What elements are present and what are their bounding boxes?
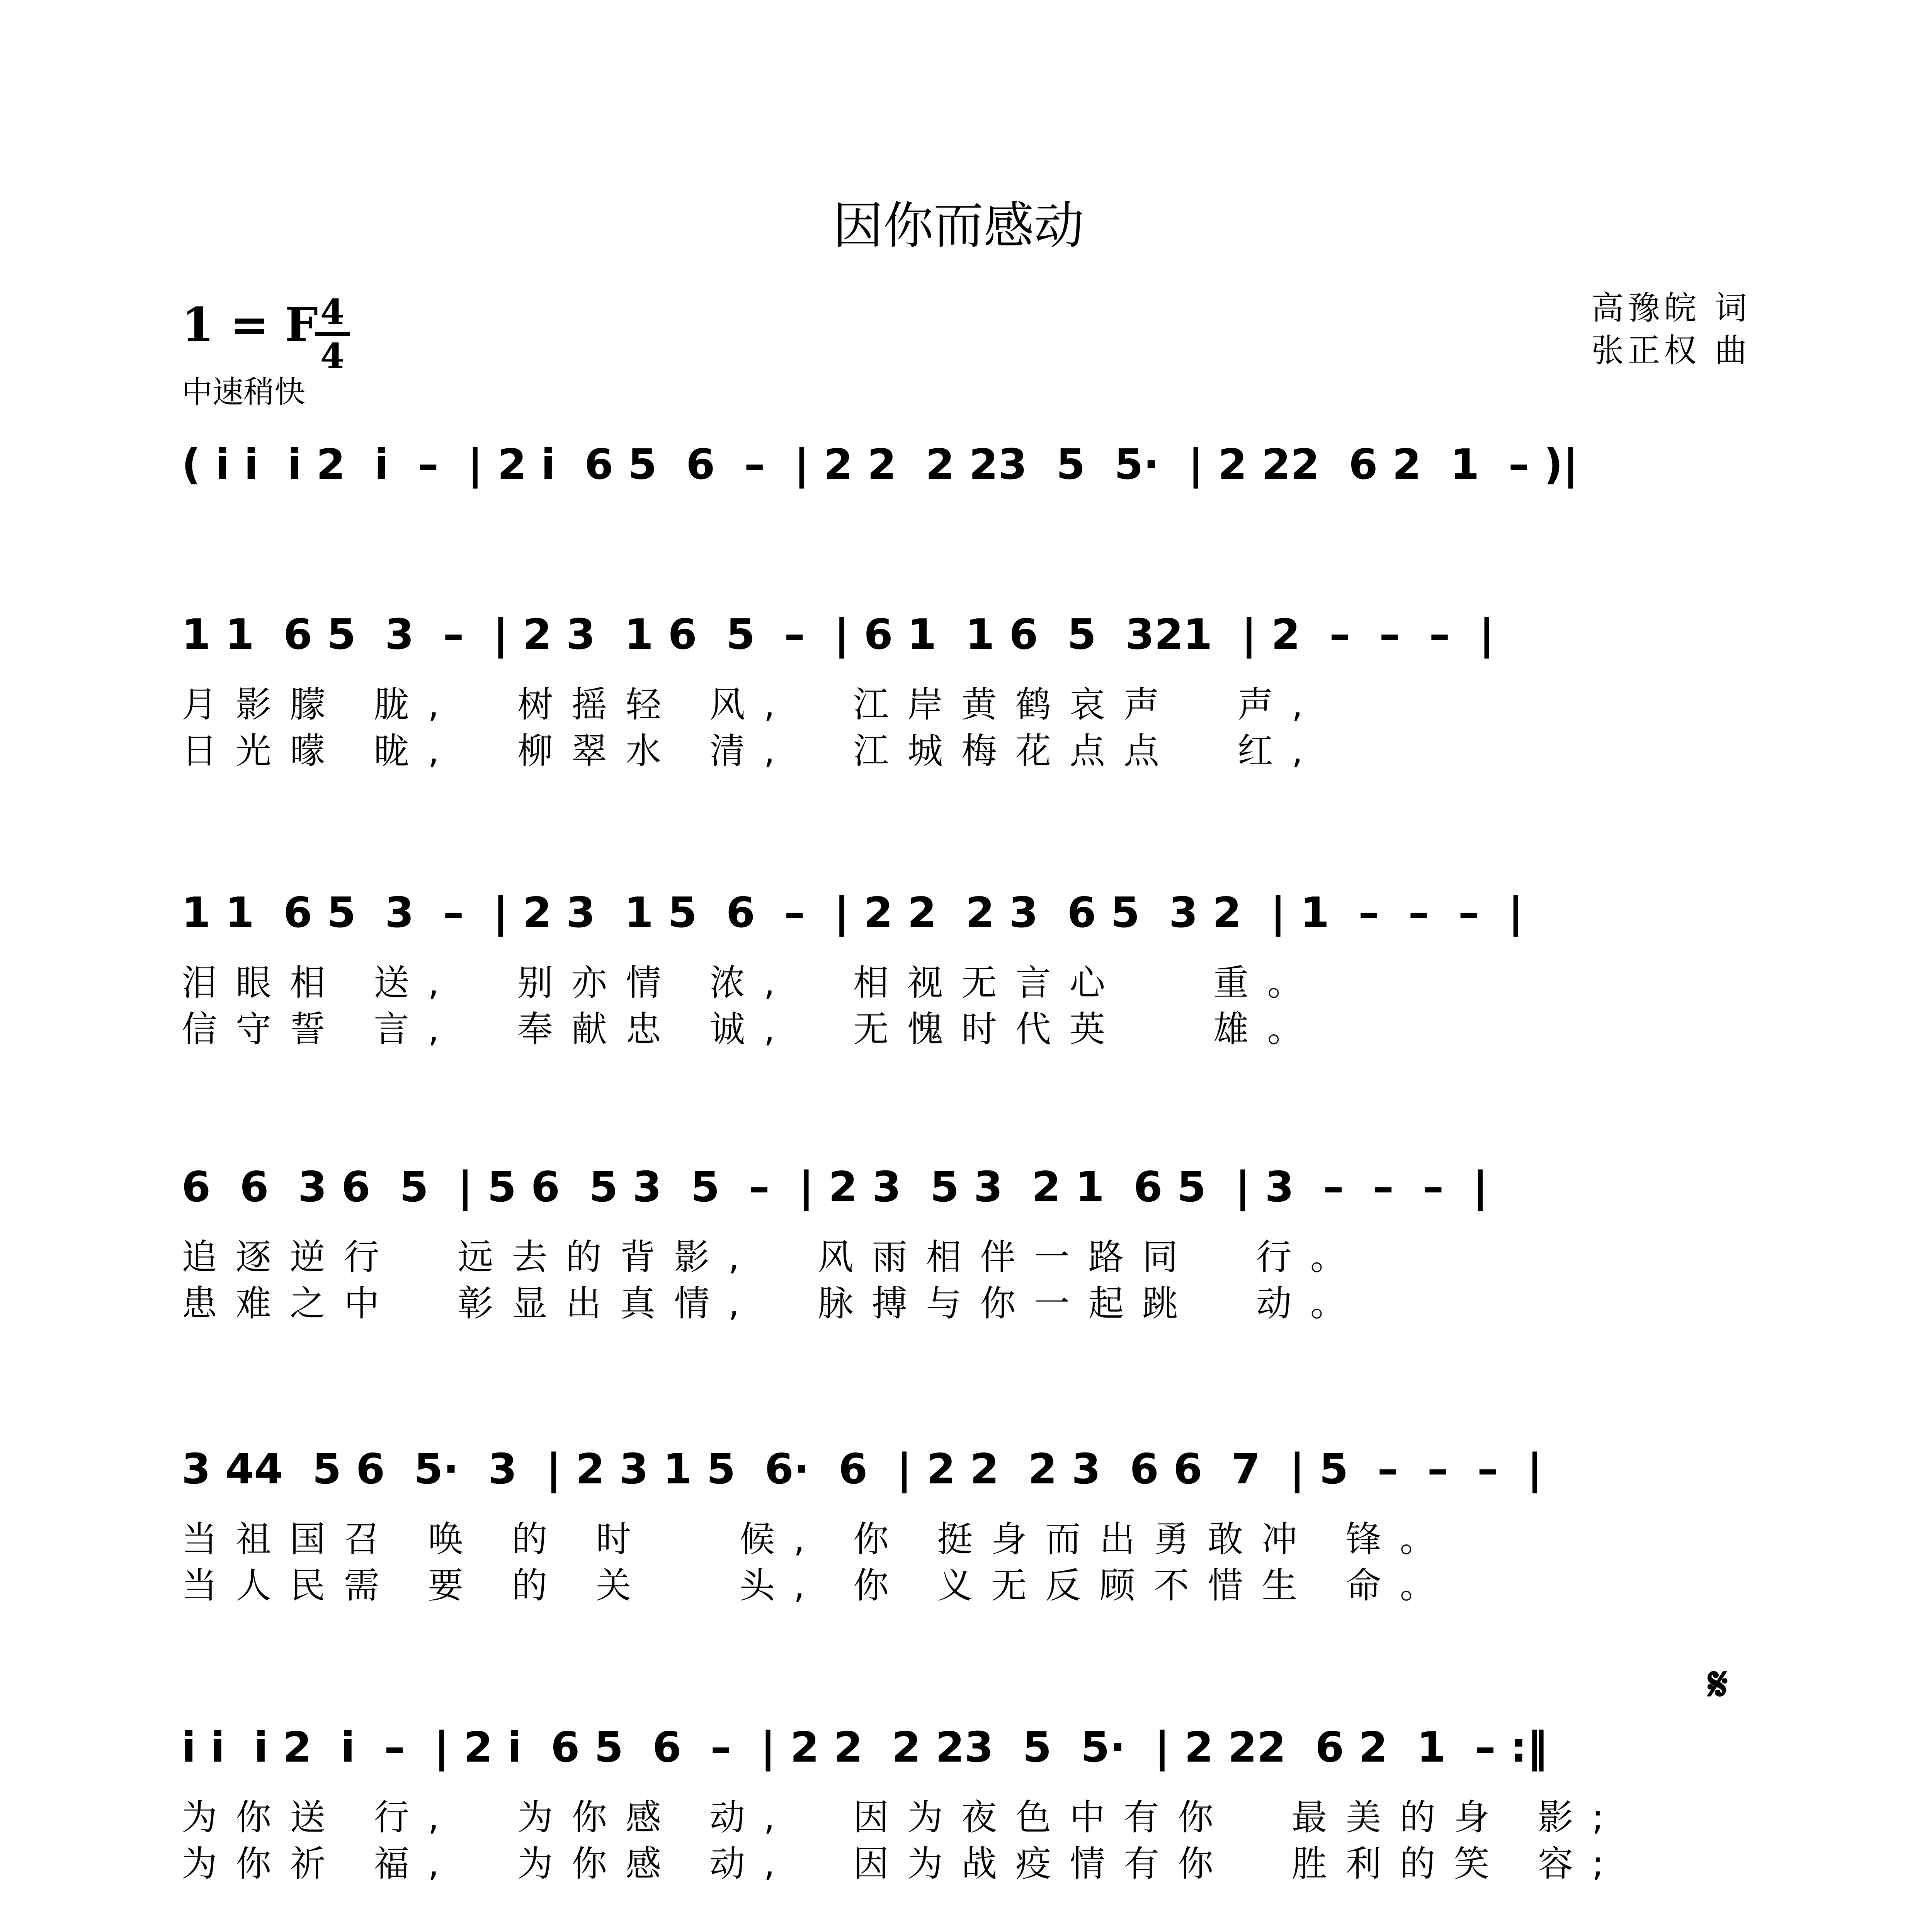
lyric-verse-1-line-5: 当祖国召 唤 的 时 候, 你 挺身而出勇敢冲 锋。 <box>182 1519 1454 1560</box>
lyric-verse-2-line-4: 患难之中 彰显出真情, 脉搏与你一起跳 动。 <box>182 1283 1364 1324</box>
lyric-verse-1-line-4: 追逐逆行 远去的背影, 风雨相伴一路同 行。 <box>182 1236 1364 1278</box>
time-signature <box>315 294 350 375</box>
score-line-1 <box>0 440 1917 603</box>
key-signature: 1 = F <box>182 298 318 352</box>
notes-line-5: 3 44 5 6 5· 3 | 2 3 1 5 6· 6 | 2 2 2 3 6 6 7 | 5 – – – | <box>182 1445 1543 1493</box>
lyric-verse-2-line-3: 信守誓 言, 奉献忠 诚, 无愧时代英 雄。 <box>182 1009 1322 1050</box>
time-signature-top: 4 <box>320 292 345 333</box>
lyric-verse-2-line-6: 为你祈 福, 为你感 动, 因为战疫情有你 胜利的笑 容; <box>182 1843 1623 1884</box>
score-line-6 <box>0 1723 1917 1886</box>
notes-line-3: 1 1 6 5 3 – | 2 3 1 5 6 – | 2 2 2 3 6 5 3 2 | 1 – – – | <box>182 889 1524 937</box>
lyric-verse-2-line-5: 当人民需 要 的 关 头, 你 义无反顾不惜生 命。 <box>182 1565 1454 1606</box>
composer-credit: 张正权 曲 <box>1591 332 1751 369</box>
score-line-2 <box>0 611 1917 773</box>
lyricist-credit: 高豫皖 词 <box>1591 289 1751 327</box>
tempo-marking: 中速稍快 <box>182 374 305 410</box>
notes-line-6: i i i 2 i – | 2 i 6 5 6 – | 2 2 2 23 5 5· | 2 22 6 2 1 – :‖ <box>182 1723 1548 1772</box>
score-line-4 <box>0 1163 1917 1325</box>
notes-line-2: 1 1 6 5 3 – | 2 3 1 6 5 – | 6 1 1 6 5 321 | 2 – – – | <box>182 611 1495 659</box>
time-signature-bottom: 4 <box>320 336 345 377</box>
lyric-verse-2-line-2: 日光曚 昽, 柳翠水 清, 江城梅花点点 红, <box>182 730 1322 772</box>
score-line-5 <box>0 1445 1917 1607</box>
score-line-3 <box>0 889 1917 1051</box>
lyric-verse-1-line-2: 月影朦 胧, 树摇轻 风, 江岸黄鹤哀声 声, <box>182 684 1322 725</box>
lyric-verse-1-line-3: 泪眼相 送, 别亦情 浓, 相视无言心 重。 <box>182 962 1322 1003</box>
lyric-verse-1-line-6: 为你送 行, 为你感 动, 因为夜色中有你 最美的身 影; <box>182 1797 1623 1838</box>
segno-sign: 𝄋 <box>1708 1658 1728 1711</box>
song-title: 因你而感动 <box>833 196 1084 255</box>
notes-line-4: 6 6 3 6 5 | 5 6 5 3 5 – | 2 3 5 3 2 1 6 5 | 3 – – – | <box>182 1163 1488 1211</box>
notes-line-1: ( i i i 2 i – | 2 i 6 5 6 – | 2 2 2 23 5 5· | 2 22 6 2 1 – )| <box>182 440 1579 489</box>
